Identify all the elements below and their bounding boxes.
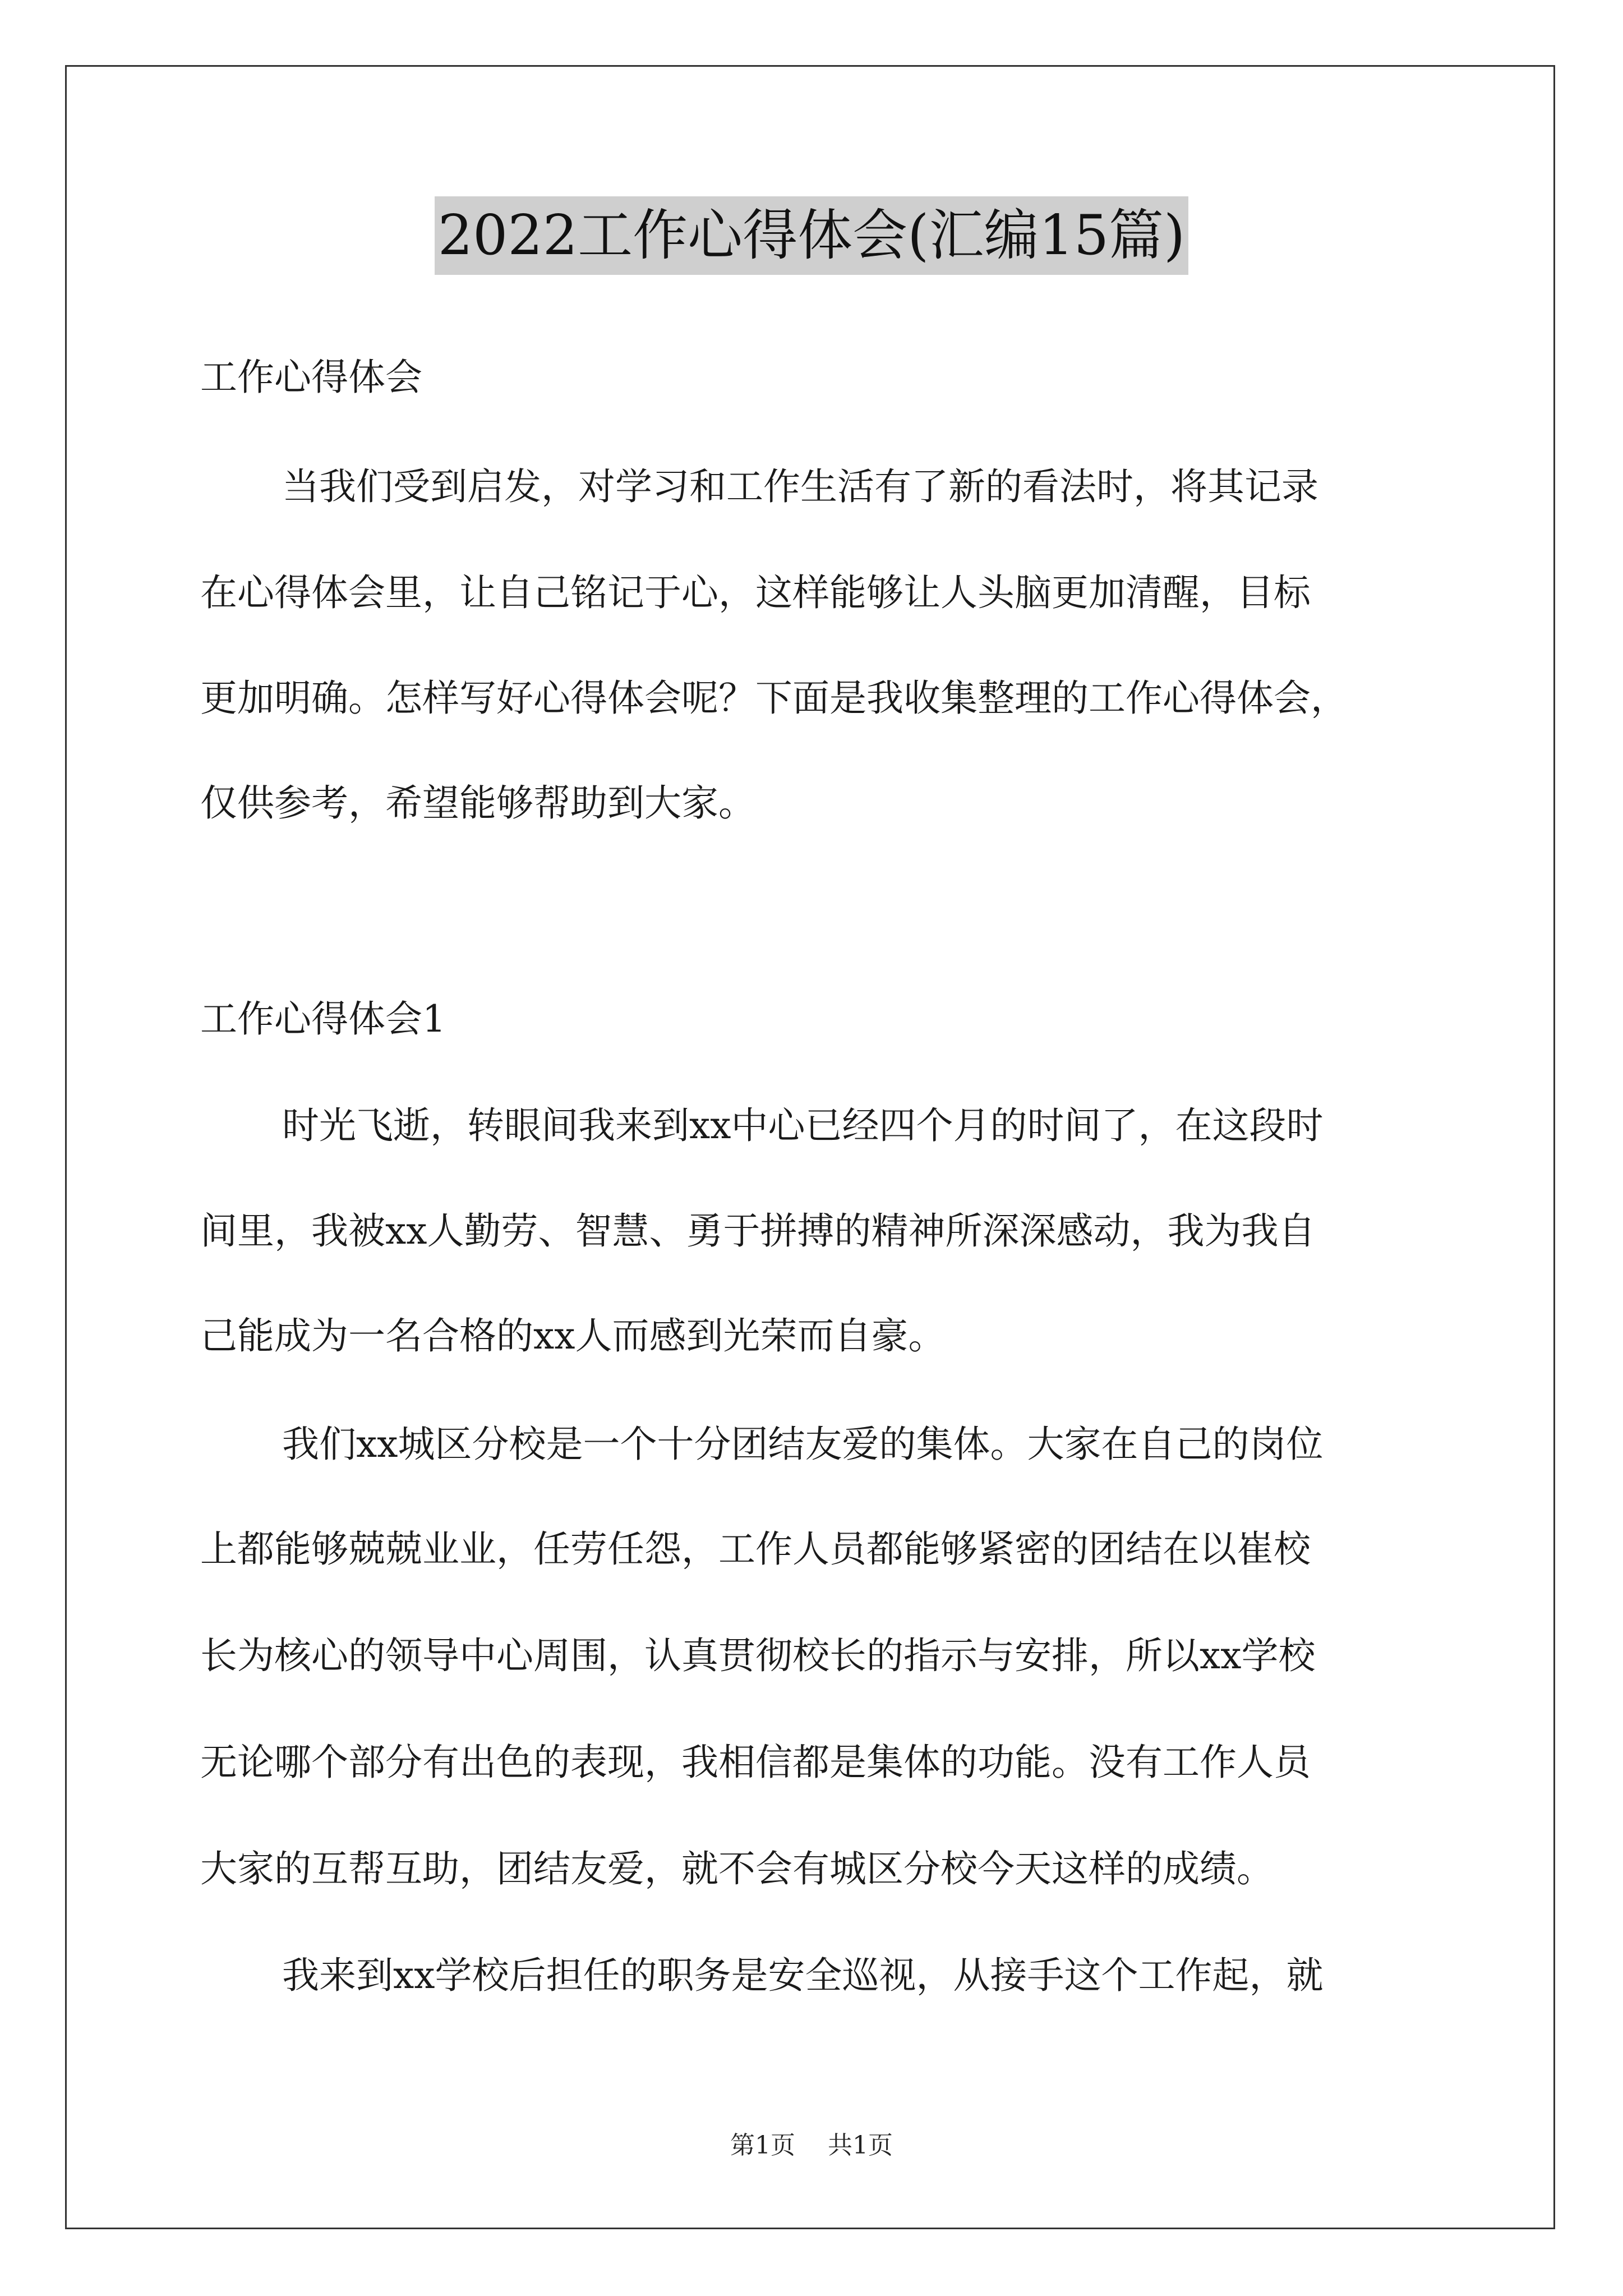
paragraph-line: 我来到xx学校后担任的职务是安全巡视，从接手这个工作起，就 <box>282 1954 1324 1997</box>
title-wrap <box>0 196 1623 275</box>
paragraph-line: 间里，我被xx人勤劳、智慧、勇于拼搏的精神所深深感动，我为我自 <box>200 1209 1316 1253</box>
page-total: 共1页 <box>828 2131 893 2160</box>
paragraph-line: 无论哪个部分有出色的表现，我相信都是集体的功能。没有工作人员 <box>200 1741 1311 1784</box>
paragraph-line: 仅供参考，希望能够帮助到大家。 <box>200 781 755 825</box>
paragraph-line: 时光飞逝，转眼间我来到xx中心已经四个月的时间了，在这段时 <box>282 1104 1324 1147</box>
section-heading-1: 工作心得体会1 <box>200 997 446 1041</box>
paragraph-line: 在心得体会里，让自己铭记于心，这样能够让人头脑更加清醒，目标 <box>200 571 1311 614</box>
paragraph-line: 当我们受到启发，对学习和工作生活有了新的看法时，将其记录 <box>282 465 1318 508</box>
paragraph-line: 更加明确。怎样写好心得体会呢？下面是我收集整理的工作心得体会， <box>200 677 1348 720</box>
paragraph-line: 上都能够兢兢业业，任劳任怨，工作人员都能够紧密的团结在以崔校 <box>200 1527 1311 1571</box>
paragraph-line: 长为核心的领导中心周围，认真贯彻校长的指示与安排，所以xx学校 <box>200 1634 1316 1677</box>
paragraph-line: 大家的互帮互助，团结友爱，就不会有城区分校今天这样的成绩。 <box>200 1847 1274 1890</box>
paragraph-line: 己能成为一名合格的xx人而感到光荣而自豪。 <box>200 1314 946 1358</box>
page-number: 第1页 <box>730 2131 795 2160</box>
paragraph-line: 我们xx城区分校是一个十分团结友爱的集体。大家在自己的岗位 <box>282 1423 1324 1466</box>
document-title: 2022工作心得体会(汇编15篇) <box>435 196 1189 275</box>
page-footer <box>0 2129 1623 2162</box>
section-heading-intro: 工作心得体会 <box>200 356 422 399</box>
